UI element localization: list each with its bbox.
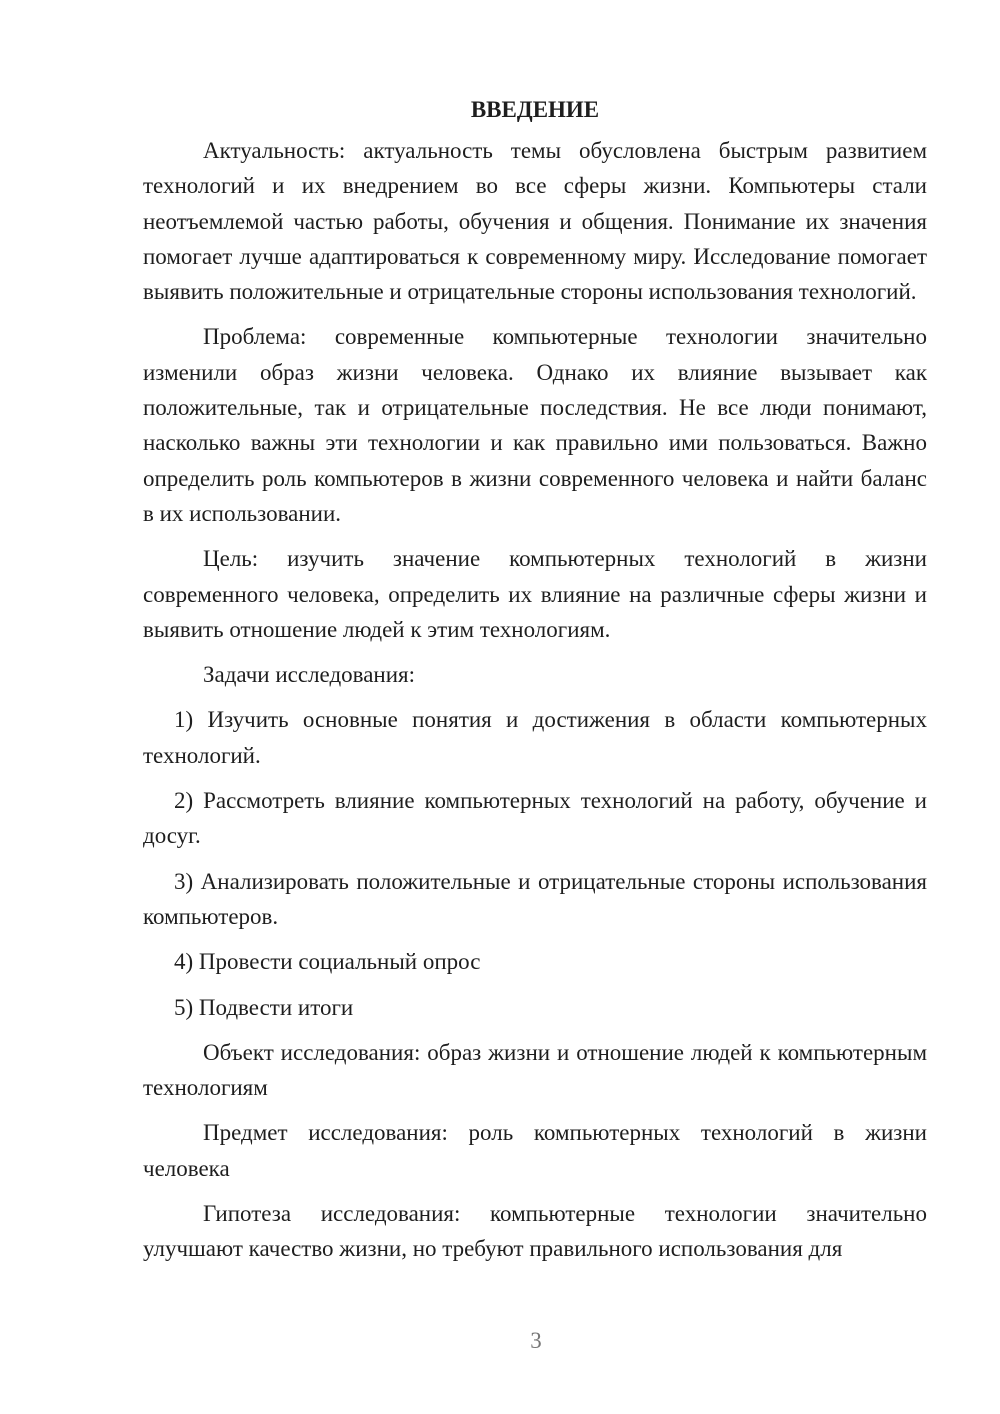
subject-paragraph: Предмет исследования: роль компьютерных технологий в жизни человека (143, 1120, 927, 1181)
task-item-4: 4) Провести социальный опрос (174, 949, 481, 975)
task-item-5: 5) Подвести итоги (174, 994, 354, 1020)
page-number: 3 (530, 1328, 542, 1353)
task-item-3: 3) Анализировать положительные и отрицательные стороны использования компьютеров. (143, 868, 927, 929)
page-title: ВВЕДЕНИЕ (470, 97, 600, 122)
hypothesis-paragraph: Гипотеза исследования: компьютерные технологии значительно улучшают качество жизни, но требуют правильного использования для (143, 1201, 927, 1262)
problem-paragraph: Проблема: современные компьютерные технологии значительно изменили образ жизни человека. Однако их влияние вызывает как положительные, так и отрицательные последствия. Не все люди понимают, насколько важны эти технологии и как правильно ими пользоваться. Важно определить роль компьютеров в жизни современного человека и найти баланс в их использовании. (143, 324, 927, 526)
relevance-paragraph: Актуальность: актуальность темы обусловлена быстрым развитием технологий и их внедрением во все сферы жизни. Компьютеры стали неотъемлемой частью работы, обучения и общения. Понимание их значения помогает лучше адаптироваться к современному миру. Исследование помогает выявить положительные и отрицательные стороны использования технологий. (143, 138, 927, 305)
task-item-1: 1) Изучить основные понятия и достижения в области компьютерных технологий. (143, 707, 927, 768)
tasks-heading: Задачи исследования: (203, 662, 416, 688)
document-page (143, 92, 927, 1277)
goal-paragraph: Цель: изучить значение компьютерных технологий в жизни современного человека, определить их влияние на различные сферы жизни и выявить отношение людей к этим технологиям. (143, 546, 927, 642)
task-item-2: 2) Рассмотреть влияние компьютерных технологий на работу, обучение и досуг. (143, 788, 927, 849)
object-paragraph: Объект исследования: образ жизни и отношение людей к компьютерным технологиям (143, 1039, 927, 1101)
